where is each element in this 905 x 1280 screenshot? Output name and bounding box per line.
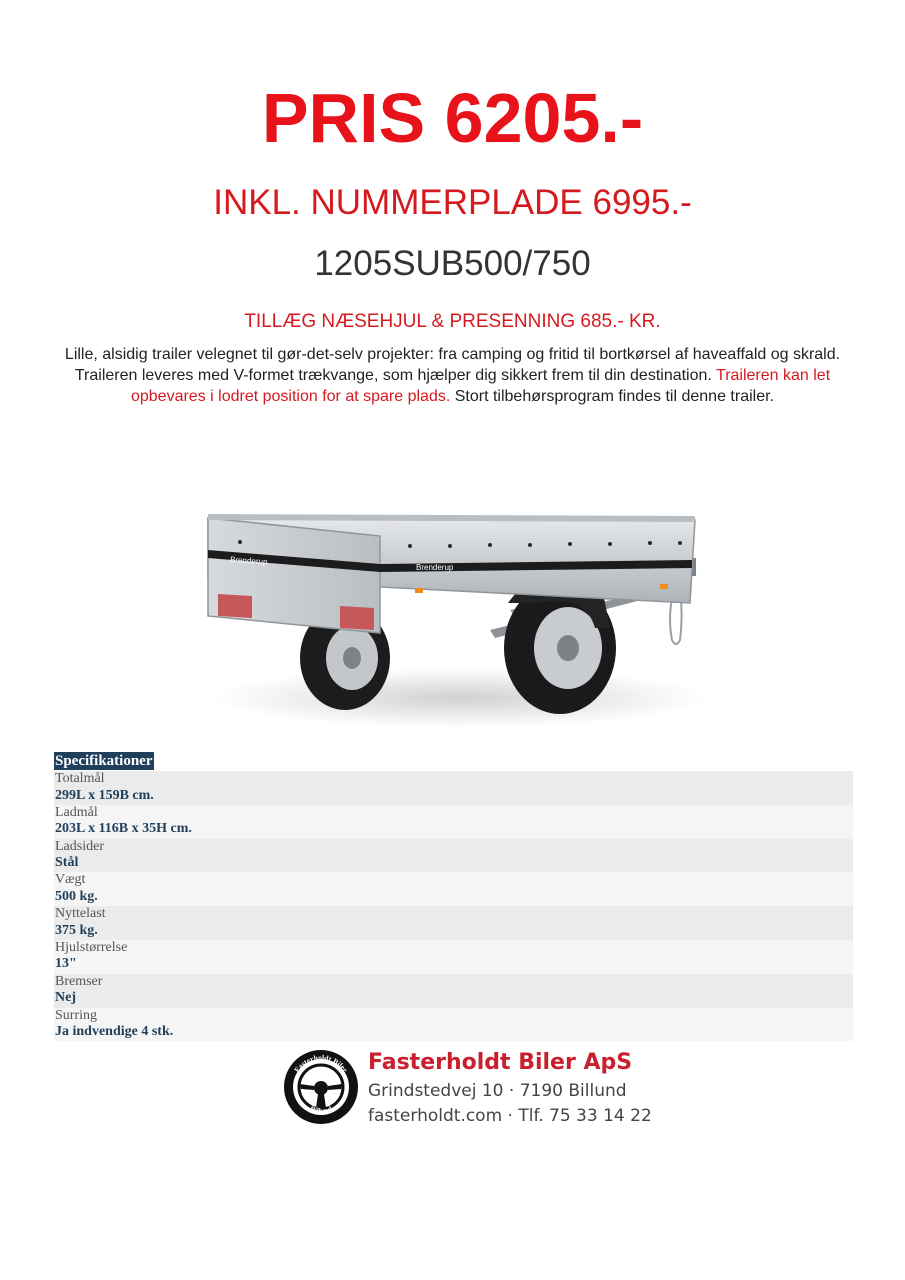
plate-price-heading: INKL. NUMMERPLADE 6995.- — [213, 183, 692, 222]
svg-text:Fasterholdt Biler: Fasterholdt Biler — [292, 1052, 350, 1075]
spec-label: Nyttelast — [55, 906, 106, 922]
svg-text:Billund: Billund — [308, 1104, 334, 1116]
spec-value: Stål — [55, 855, 79, 871]
company-name: Fasterholdt Biler ApS — [368, 1050, 633, 1075]
product-description — [50, 344, 855, 407]
spec-row — [54, 839, 853, 873]
spec-label: Ladsider — [55, 838, 104, 854]
spec-label: Totalmål — [55, 771, 105, 786]
steering-wheel-logo-icon — [282, 1048, 360, 1126]
description-text: Lille, alsidig trailer velegnet til gør-det-selv projekter: fra camping og fritid til bortkørsel af haveaffald og skrald. Traileren leveres med V-formet trækvange, som hjælper dig sikkert frem til din destination. — [64, 346, 841, 384]
spec-row — [54, 805, 853, 839]
spec-value: Ja indvendige 4 stk. — [55, 1024, 174, 1040]
specs-title: Specifikationer — [55, 753, 153, 769]
spec-row — [54, 974, 853, 1008]
spec-label: Bremser — [55, 973, 103, 989]
svg-text:Brenderup: Brenderup — [416, 563, 454, 572]
trailer-image — [190, 498, 720, 738]
description-text-end: Stort tilbehørsprogram findes til denne trailer. — [454, 388, 774, 405]
spec-row — [54, 771, 853, 805]
description-highlight: Traileren kan let opbevares i lodret position for at spare plads. — [130, 367, 831, 405]
price-heading: PRIS 6205.- — [261, 79, 644, 157]
spec-value: 375 kg. — [55, 922, 98, 938]
company-contact: fasterholdt.com · Tlf. 75 33 14 22 — [368, 1106, 652, 1126]
company-footer — [282, 1048, 652, 1128]
spec-value: Nej — [55, 990, 76, 1006]
spec-row — [54, 1008, 853, 1042]
spec-label: Vægt — [55, 872, 86, 888]
spec-value: 13" — [55, 956, 77, 972]
spec-value: 203L x 116B x 35H cm. — [55, 821, 192, 837]
addon-price: TILLÆG NÆSEHJUL & PRESENNING 685.- KR. — [244, 311, 661, 332]
spec-row — [54, 872, 853, 906]
spec-row — [54, 906, 853, 940]
company-address: Grindstedvej 10 · 7190 Billund — [368, 1081, 627, 1101]
specs-table — [54, 771, 853, 1041]
spec-label: Surring — [55, 1007, 97, 1023]
model-number: 1205SUB500/750 — [314, 244, 591, 283]
spec-value: 500 kg. — [55, 888, 98, 904]
spec-label: Ladmål — [55, 804, 98, 820]
svg-text:Brenderup: Brenderup — [229, 555, 268, 567]
spec-row — [54, 940, 853, 974]
spec-value: 299L x 159B cm. — [55, 787, 154, 803]
spec-label: Hjulstørrelse — [55, 939, 128, 955]
